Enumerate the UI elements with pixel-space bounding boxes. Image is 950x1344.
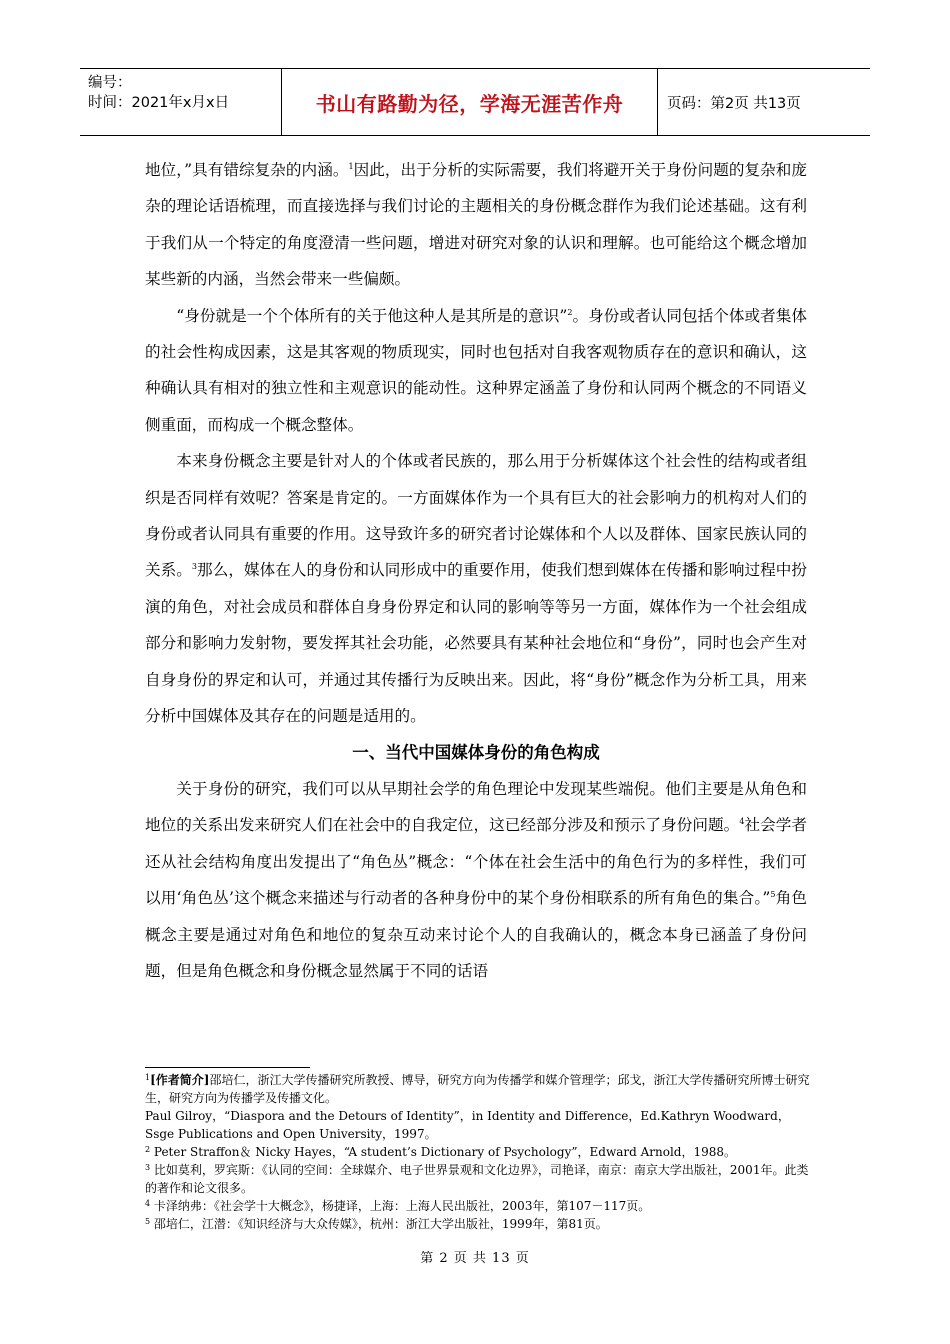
footnote-4-text: 卡泽纳弗：《社会学十大概念》，杨捷译，上海：上海人民出版社，2003年，第107－117页。 [150,1199,651,1213]
code-label: 编号： [88,75,132,91]
header-page-info: 页码：第2页 共13页 [667,95,801,112]
footnote-1-text: 邵培仁，浙江大学传播研究所教授、博导，研究方向为传播学和媒介管理学；邱戈，浙江大学传播研究所博士研究生，研究方向为传播学及传播文化。 [145,1073,810,1105]
time-label: 时间：2021年x月x日 [88,95,230,111]
footnote-divider [145,1067,310,1068]
footnote-4 [145,1197,810,1215]
footnote-5-number: 5 [145,1217,151,1226]
paragraph-3-text: 本来身份概念主要是针对人的个体或者民族的，那么用于分析媒体这个社会性的结构或者组织是否同样有效呢？答案是肯定的。一方面媒体作为一个具有巨大的社会影响力的机构对人们的身份或者认同具有重要的作用。这导致许多的研究者讨论媒体和个人以及群体、国家民族认同的关系。 [145,452,807,580]
footnotes [145,1071,810,1233]
footnote-5-text: 邵培仁，江潜：《知识经济与大众传媒》，杭州：浙江大学出版社，1999年，第81页。 [150,1217,608,1231]
footnote-1 [145,1071,810,1107]
footnote-3 [145,1161,810,1197]
footnote-3-number: 3 [145,1163,151,1172]
footnote-2 [145,1143,810,1161]
footnote-1b: Paul Gilroy，“Diaspora and the Detours of Identity”，in Identity and Difference，Ed.Kathryn Woodward，Ssge Publications and Open University，1997。 [145,1109,790,1141]
paragraph-4-mid: 社会学者还从社会结构角度出发提出了“角色丛”概念：“个体在社会生活中的角色行为的多样性，我们可以用‘角色丛’这个概念来描述与行动者的各种身份中的某个身份相联系的所有角色的集合。” [145,816,807,908]
paragraph-3-rest: 那么，媒体在人的身份和认同形成中的重要作用，使我们想到媒体在传播和影响过程中扮演的角色，对社会成员和群体自身身份界定和认同的影响等等另一方面，媒体作为一个社会组成部分和影响力发射物，要发挥其社会功能，必然要具有某种社会地位和“身份”，同时也会产生对自身身份的界定和认可，并通过其传播行为反映出来。因此，将“身份”概念作为分析工具，用来分析中国媒体及其存在的问题是适用的。 [145,561,807,726]
footnote-1-label: [作者简介] [150,1073,210,1087]
footnote-ref-3[interactable]: 3 [191,562,198,572]
footnote-3-text: 比如莫利，罗宾斯：《认同的空间：全球媒介、电子世界景观和文化边界》，司艳译，南京：南京大学出版社，2001年。此类的著作和论文很多。 [145,1163,809,1195]
footnote-2-text: Peter Straffon＆ Nicky Hayes，“A student’s Dictionary of Psychology”，Edward Arnold，1988。 [150,1145,737,1159]
header-meta [80,69,282,135]
footnote-ref-1[interactable]: 1 [348,162,354,171]
paragraph-1-rest: 因此，出于分析的实际需要，我们将避开关于身份问题的复杂和庞杂的理论话语梳理，而直接选择与我们讨论的主题相关的身份概念群作为我们论述基础。这有利于我们从一个特定的角度澄清一些问题，增进对研究对象的认识和理解。也可能给这个概念增加某些新的内涵，当然会带来一些偏颇。 [145,161,807,289]
footnote-4-number: 4 [145,1199,151,1208]
paragraph-2 [145,298,807,444]
footnote-2-number: 2 [145,1145,151,1154]
footnote-ref-4[interactable]: 4 [739,817,745,827]
header-motto: 书山有路勤为径，学海无涯苦作舟 [282,69,658,135]
section-title: 一、当代中国媒体身份的角色构成 [352,742,600,762]
paragraph-4 [145,771,807,989]
paragraph-4-rest: 角色概念主要是通过对角色和地位的复杂互动来讨论个人的自我确认的，概念本身已涵盖了身份问题，但是角色概念和身份概念显然属于不同的话语 [145,889,807,980]
footnote-ref-2[interactable]: 2 [567,307,573,317]
document-body [145,152,807,989]
page-header [80,68,870,136]
footnote-1-number: 1 [145,1073,151,1082]
paragraph-4-text: 关于身份的研究，我们可以从早期社会学的角色理论中发现某些端倪。他们主要是从角色和地位的关系出发来研究人们在社会中的自我定位，这已经部分涉及和预示了身份问题。 [145,779,807,835]
paragraph-1-text: 地位，”具有错综复杂的内涵。 [145,161,349,179]
paragraph-2-text: “身份就是一个个体所有的关于他这种人是其所是的意识” [176,306,568,325]
paragraph-1 [145,152,807,298]
paragraph-2-rest: 。身份或者认同包括个体或者集体的社会性构成因素，这是其客观的物质现实，同时也包括对自我客观物质存在的意识和确认，这种确认具有相对的独立性和主观意识的能动性。这种界定涵盖了身份和认同两个概念的不同语义侧重面，而构成一个概念整体。 [145,306,807,434]
paragraph-3 [145,443,807,734]
page-footer: 第 2 页 共 13 页 [420,1251,530,1266]
footnote-ref-5[interactable]: 5 [770,890,776,900]
footnote-5 [145,1215,810,1233]
